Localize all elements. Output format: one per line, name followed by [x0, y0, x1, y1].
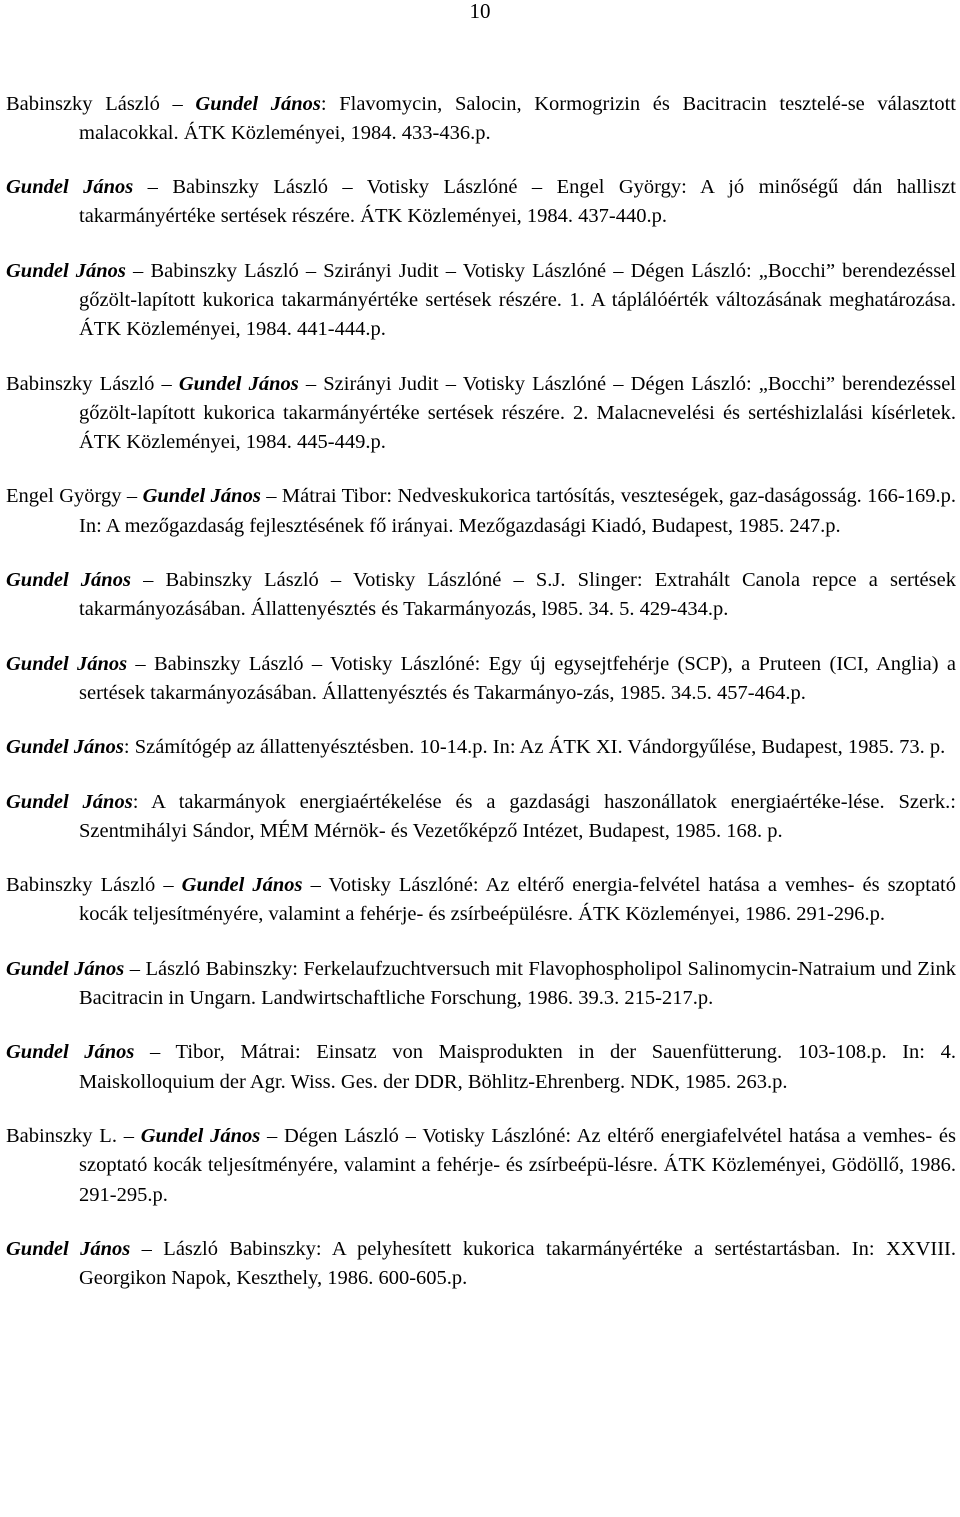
- reference-entry: [6, 257, 956, 345]
- reference-text: Babinszky László –: [6, 874, 182, 897]
- reference-entry: [6, 955, 956, 1014]
- reference-entry: [6, 1038, 956, 1097]
- reference-entry: [6, 871, 956, 930]
- reference-entry: [6, 733, 956, 762]
- highlighted-author: Gundel János: [6, 1237, 131, 1260]
- reference-entry: [6, 482, 956, 541]
- highlighted-author: Gundel János: [6, 569, 131, 592]
- reference-text: – Mátrai Tibor: Nedveskukorica tartósítás, veszteségek, gaz-daságosság. 166-169.p. In: A mezőgazdaság fejlesztésének fő irányai. Mezőgazdasági Kiadó, Budapest, 1985. 247.p.: [79, 485, 957, 537]
- reference-text: – Babinszky László – Votisky Lászlóné: Egy új egysejtfehérje (SCP), a Pruteen (ICI, Anglia) a sertések takarmányozásában. Állattenyésztés és Takarmányo-zás, 1985. 34.5. 457-464.p.: [79, 652, 957, 704]
- reference-text: : A takarmányok energiaértékelése és a gazdasági haszonállatok energiaértéke-lése. Szerk.: Szentmihályi Sándor, MÉM Mérnök- és Vezetőképző Intézet, Budapest, 1985. 168. p.: [79, 790, 956, 842]
- reference-entry: [6, 650, 956, 709]
- highlighted-author: Gundel János: [195, 92, 321, 115]
- highlighted-author: Gundel János: [181, 874, 303, 897]
- reference-entry: [6, 788, 956, 847]
- reference-entry: [6, 370, 956, 458]
- reference-text: – Babinszky László – Votisky Lászlóné – Engel György: A jó minőségű dán halliszt takarmányértéke sertések részére. ÁTK Közleményei, 1984. 437-440.p.: [79, 176, 956, 228]
- highlighted-author: Gundel János: [6, 736, 124, 759]
- reference-text: – Tibor, Mátrai: Einsatz von Maisprodukten in der Sauenfütterung. 103-108.p. In: 4. Maiskolloquium der Agr. Wiss. Ges. der DDR, Böhlitz-Ehrenberg. NDK, 1985. 263.p.: [79, 1041, 956, 1093]
- highlighted-author: Gundel János: [6, 259, 126, 282]
- reference-entry: [6, 173, 956, 232]
- highlighted-author: Gundel János: [6, 176, 134, 199]
- reference-text: – Babinszky László – Szirányi Judit – Votisky Lászlóné – Dégen László: „Bocchi” berendezéssel gőzölt-lapított kukorica takarmányértéke sertések részére. 1. A táplálóérték változásának meghatározása. ÁTK Közleményei, 1984. 441-444.p.: [79, 259, 957, 341]
- reference-text: : Számítógép az állattenyésztésben. 10-14.p. In: Az ÁTK XI. Vándorgyűlése, Budapest, 1985. 73. p.: [123, 736, 946, 759]
- reference-text: Babinszky László –: [6, 92, 196, 115]
- reference-entry: [6, 1235, 956, 1294]
- reference-entry: [6, 566, 956, 625]
- reference-list: [6, 69, 956, 1318]
- reference-entry: [6, 1122, 956, 1210]
- reference-text: – Szirányi Judit – Votisky Lászlóné – Dégen László: „Bocchi” berendezéssel gőzölt-lapított kukorica takarmányértéke sertések részére. 2. Malacnevelési és sertéshizlalási kísérletek. ÁTK Közleményei, 1984. 445-449.p.: [79, 372, 956, 454]
- highlighted-author: Gundel János: [6, 652, 128, 675]
- reference-text: Engel György –: [6, 485, 143, 508]
- reference-text: Babinszky L. –: [6, 1124, 141, 1147]
- highlighted-author: Gundel János: [6, 1041, 135, 1064]
- reference-text: – László Babinszky: Ferkelaufzuchtversuch mit Flavophospholipol Salinomycin-Natraium und Zink Bacitracin in Ungarn. Landwirtschaftliche Forschung, 1986. 39.3. 215-217.p.: [79, 957, 957, 1010]
- reference-text: : Flavomycin, Salocin, Kormogrizin és Bacitracin tesztelé-se választott malacokkal. ÁTK Közleményei, 1984. 433-436.p.: [79, 92, 956, 144]
- reference-text: – Babinszky László – Votisky Lászlóné – S.J. Slinger: Extrahált Canola repce a sertések takarmányozásában. Állattenyésztés és Takarmányozás, l985. 34. 5. 429-434.p.: [79, 569, 956, 621]
- highlighted-author: Gundel János: [6, 790, 133, 813]
- highlighted-author: Gundel János: [142, 485, 261, 508]
- reference-text: – Votisky Lászlóné: Az eltérő energia-felvétel hatása a vemhes- és szoptató kocák teljesítményére, valamint a fehérje- és zsírbeépülésre. ÁTK Közleményei, 1986. 291-296.p.: [79, 874, 956, 926]
- highlighted-author: Gundel János: [6, 957, 125, 980]
- highlighted-author: Gundel János: [140, 1124, 261, 1147]
- reference-text: – Dégen László – Votisky Lászlóné: Az eltérő energiafelvétel hatása a vemhes- és szoptató kocák teljesítményére, valamint a fehérje- és zsírbeépü-lésre. ÁTK Közleményei, Gödöllő, 1986. 291-295.p.: [79, 1124, 957, 1206]
- highlighted-author: Gundel János: [178, 372, 299, 395]
- reference-entry: [6, 90, 956, 149]
- reference-text: Babinszky László –: [6, 372, 179, 395]
- page-number: 10: [469, 0, 491, 23]
- reference-text: – László Babinszky: A pelyhesített kukorica takarmányértéke a sertéstartásban. In: XXVIII. Georgikon Napok, Keszthely, 1986. 600-605.p.: [79, 1237, 956, 1290]
